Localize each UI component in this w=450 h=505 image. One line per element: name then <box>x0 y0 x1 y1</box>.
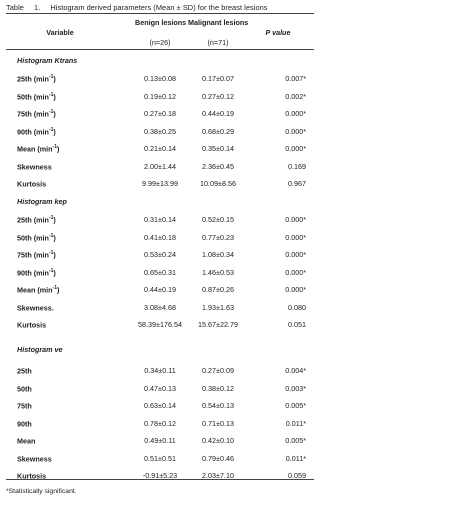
row-label-sup: -1 <box>48 232 54 239</box>
cell-benign: 0.19±0.12 <box>144 91 176 101</box>
cell-pvalue: 0.007* <box>285 74 306 83</box>
header-variable: Variable <box>46 28 74 37</box>
cell-malignant: 0.79±0.46 <box>202 453 234 463</box>
row-label-text: Skewness. <box>17 302 54 312</box>
row-label-close: ) <box>53 232 56 242</box>
cell-benign: 0.31±0.14 <box>144 215 176 224</box>
cell-pvalue: 0.967 <box>288 179 306 188</box>
header-rule <box>6 49 314 50</box>
row-label-sup: -1 <box>48 74 54 80</box>
row-label-sup: -1 <box>52 285 57 291</box>
cell-pvalue: 0.080 <box>288 302 306 312</box>
caption-text: Histogram derived parameters (Mean ± SD) for the breast lesions <box>50 3 268 12</box>
row-label <box>17 454 52 463</box>
row-label-close: ) <box>53 267 56 277</box>
cell-malignant: 0.42±0.10 <box>202 436 234 445</box>
row-label-sup: -1 <box>52 144 57 150</box>
row-label-close: ) <box>53 126 56 136</box>
footnote: *Statistically significant. <box>6 488 77 495</box>
cell-pvalue: 0.000* <box>285 144 306 153</box>
cell-benign: 0.13±0.08 <box>144 74 176 83</box>
cell-malignant: 2.03±7.10 <box>202 471 234 480</box>
row-label-text: 25th (min <box>17 215 49 225</box>
row-label-text: 90th <box>17 418 32 428</box>
cell-benign: 0.65±0.31 <box>144 267 176 277</box>
cell-benign: 58.39±176.54 <box>138 320 182 329</box>
row-label <box>17 250 56 259</box>
row-label-close: ) <box>53 215 56 225</box>
cell-malignant: 0.17±0.07 <box>202 74 234 83</box>
row-label <box>17 179 46 188</box>
row-label-close: ) <box>57 285 60 295</box>
row-label-close: ) <box>53 91 56 101</box>
cell-malignant: 0.77±0.23 <box>202 232 234 242</box>
top-rule <box>6 13 314 14</box>
row-label-text: Kurtosis <box>17 179 47 189</box>
cell-pvalue: 0.011* <box>285 453 306 463</box>
cell-pvalue: 0.000* <box>285 267 306 277</box>
row-label-sup: -1 <box>48 215 54 221</box>
cell-malignant: 10.09±8.56 <box>200 179 236 188</box>
row-label-text: 75th <box>17 401 32 411</box>
row-label <box>17 215 56 224</box>
cell-pvalue: 0.000* <box>285 109 306 118</box>
cell-malignant: 1.93±1.63 <box>202 302 234 312</box>
row-label <box>17 436 35 445</box>
cell-pvalue: 0.169 <box>288 161 306 171</box>
cell-benign: 0.51±0.51 <box>144 453 176 463</box>
row-label <box>17 92 56 101</box>
row-label <box>17 384 32 393</box>
cell-pvalue: 0.000* <box>285 250 306 259</box>
cell-malignant: 15.67±22.79 <box>198 320 238 329</box>
row-label <box>17 127 56 136</box>
row-label-text: 25th <box>17 366 32 376</box>
cell-benign: 0.38±0.25 <box>144 126 176 136</box>
row-label-text: 25th (min <box>17 74 49 84</box>
row-label <box>17 366 32 375</box>
row-label-text: 50th (min <box>17 232 49 242</box>
row-label-close: ) <box>53 250 56 260</box>
cell-benign: -0.91±5.23 <box>142 471 178 480</box>
row-label-close: ) <box>57 144 60 154</box>
cell-pvalue: 0.005* <box>285 401 306 410</box>
header-benign-n: (n=26) <box>149 38 171 47</box>
cell-benign: 3.08±4.68 <box>144 302 176 312</box>
cell-pvalue: 0.000* <box>285 126 306 136</box>
cell-benign: 9.99±13.99 <box>142 179 178 188</box>
cell-benign: 0.47±0.13 <box>144 383 176 393</box>
cell-pvalue: 0.000* <box>285 215 306 224</box>
cell-malignant: 0.27±0.09 <box>202 366 234 375</box>
row-label <box>17 285 59 294</box>
header-benign: Benign lesions <box>135 18 187 27</box>
cell-malignant: 0.54±0.13 <box>202 401 234 410</box>
row-label-text: Mean <box>17 436 36 446</box>
row-label <box>17 109 56 118</box>
row-label-text: Mean (min <box>17 144 53 154</box>
row-label <box>17 401 32 410</box>
row-label-sup: -1 <box>48 109 54 115</box>
cell-malignant: 0.44±0.19 <box>202 109 234 118</box>
row-label <box>17 268 56 277</box>
cell-pvalue: 0.051 <box>288 320 306 329</box>
cell-benign: 0.53±0.24 <box>144 250 176 259</box>
row-label-sup: -1 <box>48 91 54 98</box>
row-label-sup: -1 <box>48 267 54 274</box>
caption-number: 1. <box>34 3 41 12</box>
header-malignant-n: (n=71) <box>207 38 229 47</box>
cell-malignant: 0.52±0.15 <box>202 215 234 224</box>
section-title: Histogram kep <box>17 197 67 206</box>
row-label-text: 50th (min <box>17 91 49 101</box>
row-label-text: Kurtosis <box>17 471 47 481</box>
header-pvalue: P value <box>265 28 291 37</box>
cell-pvalue: 0.003* <box>285 383 306 393</box>
cell-malignant: 2.36±0.45 <box>202 161 234 171</box>
row-label-text: 50th <box>17 383 32 393</box>
row-label <box>17 74 56 83</box>
row-label-text: 90th (min <box>17 267 49 277</box>
section-title: Histogram ve <box>17 345 63 354</box>
header-malignant: Malignant lesions <box>188 18 249 27</box>
cell-pvalue: 0.000* <box>285 232 306 242</box>
row-label <box>17 303 54 312</box>
cell-pvalue: 0.059 <box>288 471 306 480</box>
cell-pvalue: 0.005* <box>285 436 306 445</box>
caption-label: Table <box>6 3 24 12</box>
row-label-text: Skewness <box>17 453 52 463</box>
cell-pvalue: 0.000* <box>285 285 306 294</box>
section-title: Histogram Ktrans <box>17 56 78 65</box>
cell-malignant: 1.46±0.53 <box>202 267 234 277</box>
cell-malignant: 0.87±0.26 <box>202 285 234 294</box>
cell-malignant: 0.71±0.13 <box>202 418 234 428</box>
row-label-text: Mean (min <box>17 285 53 295</box>
row-label <box>17 419 32 428</box>
row-label <box>17 144 59 153</box>
cell-malignant: 0.27±0.12 <box>202 91 234 101</box>
row-label-text: 75th (min <box>17 109 49 119</box>
row-label-sup: -1 <box>48 250 54 256</box>
cell-benign: 0.27±0.18 <box>144 109 176 118</box>
row-label-text: 90th (min <box>17 126 49 136</box>
cell-pvalue: 0.004* <box>285 366 306 375</box>
row-label-sup: -1 <box>48 126 54 133</box>
cell-benign: 2.00±1.44 <box>144 161 176 171</box>
cell-benign: 0.63±0.14 <box>144 401 176 410</box>
row-label <box>17 162 52 171</box>
cell-benign: 0.44±0.19 <box>144 285 176 294</box>
row-label-close: ) <box>53 109 56 119</box>
bottom-rule <box>6 479 314 480</box>
table-caption <box>6 3 268 12</box>
cell-benign: 0.21±0.14 <box>144 144 176 153</box>
row-label-text: Kurtosis <box>17 320 47 330</box>
cell-benign: 0.49±0.11 <box>144 436 176 445</box>
cell-malignant: 1.08±0.34 <box>202 250 234 259</box>
cell-pvalue: 0.011* <box>285 418 306 428</box>
row-label-text: 75th (min <box>17 250 49 260</box>
row-label <box>17 320 46 329</box>
cell-malignant: 0.35±0.14 <box>202 144 234 153</box>
cell-malignant: 0.38±0.12 <box>202 383 234 393</box>
cell-benign: 0.34±0.11 <box>144 366 176 375</box>
cell-pvalue: 0.002* <box>285 91 306 101</box>
cell-malignant: 0.68±0.29 <box>202 126 234 136</box>
cell-benign: 0.78±0.12 <box>144 418 176 428</box>
cell-benign: 0.41±0.18 <box>144 232 176 242</box>
row-label-text: Skewness <box>17 161 52 171</box>
row-label-close: ) <box>53 74 56 84</box>
row-label <box>17 233 56 242</box>
